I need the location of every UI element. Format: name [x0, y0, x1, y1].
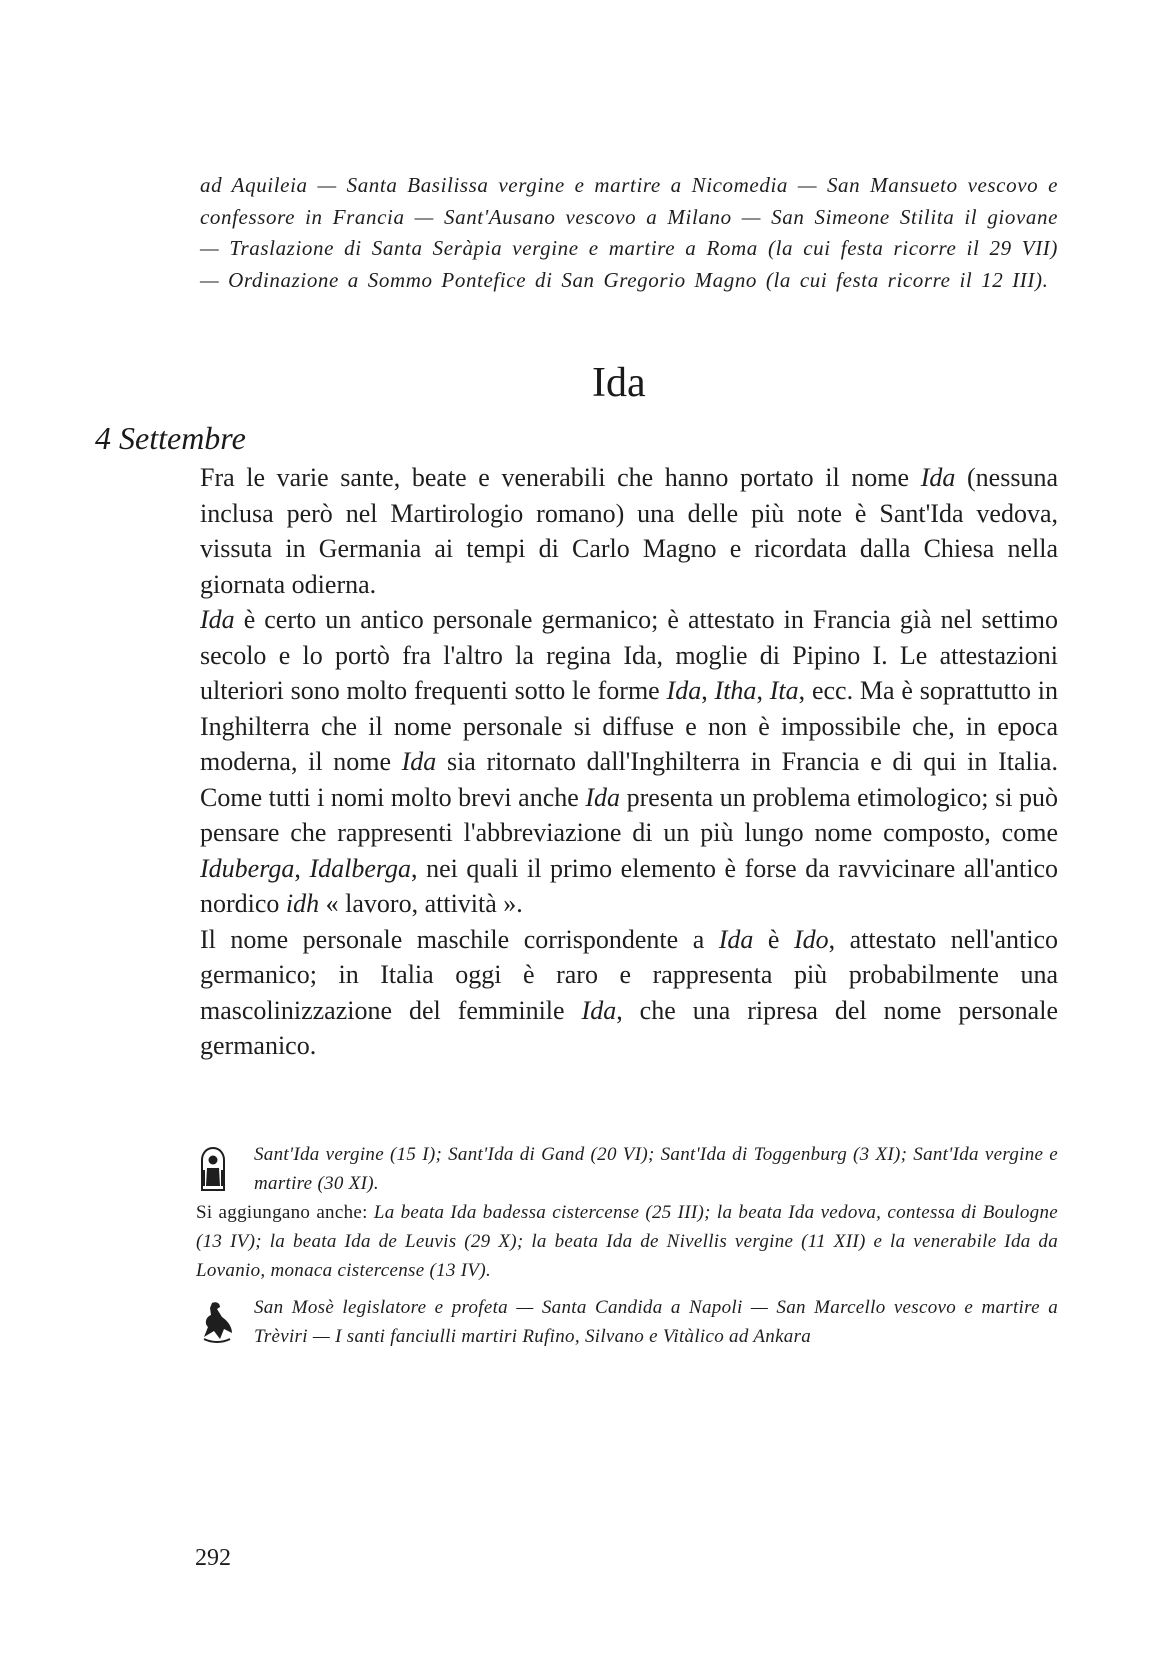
text-run: (nessuna inclusa però nel Martirologio romano) una delle più note è Sant'Ida vedova, vissuta in Germania ai tempi di Carlo Magno e ricordata dalla Chiesa nella giornata odierna.	[200, 463, 1058, 599]
entry-title: Ida	[592, 360, 646, 406]
italic-term: Ida	[666, 676, 702, 705]
text-run: « lavoro, attività ».	[319, 889, 523, 918]
body-paragraph-2	[200, 602, 1058, 922]
italic-term: Ida	[581, 995, 617, 1025]
additional-saints-lead: Si aggiungano anche:	[196, 1202, 368, 1223]
italic-term: Ida	[585, 782, 621, 812]
body-paragraph-1	[200, 460, 1058, 602]
italic-term: Idalberga	[309, 853, 412, 883]
text-run: , nei quali il primo elemento è forse da ravvicinare all'antico nordico	[200, 853, 1058, 918]
italic-term: Ita	[769, 676, 799, 705]
martyrology-text: San Mosè legislatore e profeta — Santa Candida a Napoli — San Marcello vescovo e martire a Trèviri — I santi fanciulli martiri Rufino, Silvano e Vitàlico ad Ankara	[254, 1297, 1058, 1347]
italic-term: idh	[285, 889, 320, 918]
saint-figure-icon	[198, 1146, 228, 1201]
italic-term: Itha	[714, 676, 757, 705]
body-paragraph-3	[200, 922, 1058, 1064]
italic-term: Ida	[920, 463, 956, 492]
text-run: , che una ripresa del nome personale germanico.	[200, 995, 1058, 1060]
eagle-icon	[198, 1299, 236, 1352]
italic-term: Ida	[401, 747, 437, 776]
additional-saints-text: La beata Ida badessa cistercense (25 III); la beata Ida vedova, contessa di Boulogne (13 IV); la beata Ida de Leuvis (29 X); la beata Ida de Nivellis vergine (11 XII) e la venerabile Ida da Lovanio, monaca cistercense (13 IV).	[196, 1202, 1058, 1281]
saints-section	[196, 1140, 1058, 1351]
italic-term: Iduberga	[200, 853, 295, 883]
italic-term: Ido	[793, 924, 829, 954]
italic-term: Ida	[200, 605, 235, 634]
text-run: è	[753, 924, 794, 954]
text-run: ,	[756, 676, 770, 705]
text-run: , ecc. Ma è soprattutto in Inghilterra che il nome personale si diffuse e non è impossibile che, in epoca moderna, il nome	[200, 676, 1059, 776]
text-run: è certo un antico personale germanico; è attestato in Francia già nel settimo secolo e lo portò fra l'altro la regina Ida, moglie di Pipino I. Le attestazioni ulteriori sono molto frequenti sotto le forme	[200, 605, 1058, 705]
text-run: Il nome personale maschile corrispondente a	[200, 924, 719, 954]
same-name-saints	[196, 1140, 1058, 1198]
text-run: sia ritornato dall'Inghilterra in Francia e di qui in Italia. Come tutti i nomi molto brevi anche	[200, 747, 1058, 812]
intro-saints-list: ad Aquileia — Santa Basilissa vergine e martire a Nicomedia — San Mansueto vescovo e confessore in Francia — Sant'Ausano vescovo a Milano — San Simeone Stilita il giovane — Traslazione di Santa Seràpia vergine e martire a Roma (la cui festa ricorre il 29 VII) — Ordinazione a Sommo Pontefice di San Gregorio Magno (la cui festa ricorre il 12 III).	[200, 173, 1058, 292]
text-run: presenta un problema etimologico; si può pensare che rappresenti l'abbreviazione di un più lungo nome composto, come	[200, 782, 1058, 847]
same-name-saints-text: Sant'Ida vergine (15 I); Sant'Ida di Gand (20 VI); Sant'Ida di Toggenburg (3 XI); Sant'Ida vergine e martire (30 XI).	[254, 1144, 1058, 1194]
text-run: ,	[294, 853, 310, 883]
entry-body	[200, 460, 1058, 1064]
entry-date: 4 Settembre	[95, 420, 246, 456]
page-number: 292	[195, 1545, 231, 1571]
italic-term: Ida	[718, 924, 754, 954]
text-run: Fra le varie sante, beate e venerabili che hanno portato il nome	[200, 463, 921, 492]
additional-saints	[196, 1198, 1058, 1285]
text-run: , attestato nell'antico germanico; in Italia oggi è raro e rappresenta più probabilmente una mascolinizzazione del femminile	[200, 924, 1058, 1025]
martyrology-entries	[196, 1293, 1058, 1351]
text-run: ,	[701, 676, 715, 705]
